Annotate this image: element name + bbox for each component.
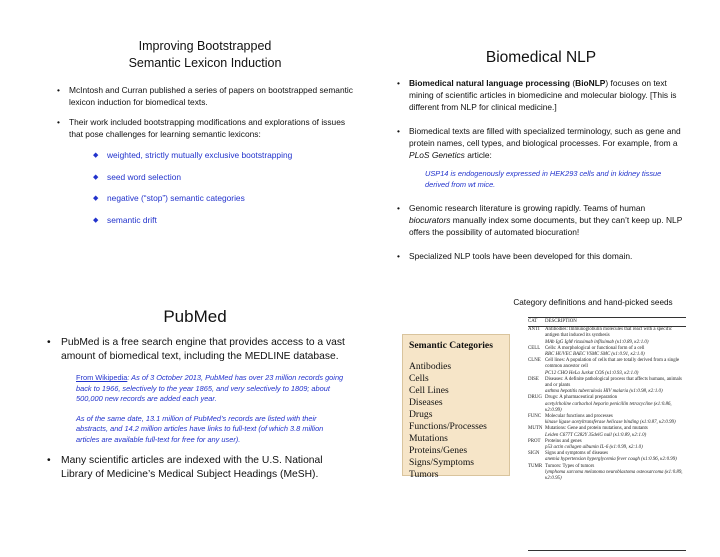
- semantic-categories-box: [402, 334, 510, 480]
- row-description: Signs and symptoms of diseases: [545, 451, 609, 457]
- slide1-title-line2: Semantic Lexicon Induction: [128, 56, 282, 70]
- row-category-code: FUNC: [528, 414, 542, 420]
- table-row: [528, 426, 686, 438]
- slide-category-definitions: [398, 298, 688, 548]
- slide3-title: PubMed: [163, 307, 227, 326]
- category-item: Functions/Processes: [409, 421, 487, 432]
- wikipedia-quote-text: : As of 3 October 2013, PubMed has over 23 million records going back to 1966, selectively to the year 1865, and very selectively to 1809; about 500,000 new records are added each year.: [76, 373, 344, 404]
- row-category-code: CELL: [528, 345, 541, 351]
- row-description: Antibodies: Immunoglobulin molecules that react with a specific antigen that induced its synthesis: [545, 327, 672, 339]
- row-seed-examples: kinase ligase acetyltransferase helicase binding (κ1:0.87, κ2:0.99): [545, 420, 676, 426]
- slide-bootstrapped-lexicon: [55, 38, 355, 235]
- category-definition-table: [528, 317, 686, 551]
- slide2-bullet-1: [395, 77, 687, 113]
- row-description-cell: [545, 346, 686, 358]
- row-description: Proteins and genes: [545, 438, 582, 444]
- slide2-bullet-3: [395, 202, 687, 238]
- row-description: Mutations: Gene and protein mutations, and mutants: [545, 426, 648, 432]
- slide1-subitem: ◆ semantic drift: [93, 215, 355, 227]
- row-seed-examples: asthma hepatitis tuberculosis HIV malaria (κ1:0.98, κ2:1.0): [545, 389, 663, 395]
- row-description-cell: [545, 377, 686, 396]
- plos-genetics: PLoS Genetics: [409, 150, 465, 160]
- row-seed-examples: RBC HUVEC BAEC VSMC SMC (κ1:0.91, κ2:1.0): [545, 352, 645, 358]
- category-item: Proteins/Genes: [409, 445, 468, 456]
- example-quote: USP14 is endogenously expressed in HEK293 cells and in kidney tissue derived from wt mice.: [425, 169, 662, 189]
- table-body: [528, 327, 686, 482]
- row-category-code: SIGN: [528, 451, 540, 457]
- row-category-code: ANTI: [528, 327, 540, 333]
- wikipedia-link[interactable]: From Wikipedia: [76, 373, 128, 383]
- paren-open: (: [570, 78, 576, 88]
- wikipedia-quote: [45, 373, 345, 405]
- slide-pubmed: [45, 306, 345, 491]
- row-category-code: TUMR: [528, 463, 543, 469]
- table-header-cat: CAT: [528, 319, 538, 324]
- row-category-code: CLNE: [528, 358, 541, 364]
- table-header: [528, 318, 686, 327]
- row-description: Drugs: A pharmaceutical preparation: [545, 395, 618, 401]
- slide1-subitem: ◆ seed word selection: [93, 172, 355, 184]
- table-row: [528, 358, 686, 377]
- slide2-bullet-3-a: Genomic research literature is growing rapidly. Teams of human: [409, 203, 646, 213]
- row-seed-examples: MAb IgG IgM rituximab infliximab (κ1:0.89, κ2:1.0): [545, 339, 649, 345]
- table-row: [528, 439, 686, 451]
- slide2-bullet-3-b: manually index some documents, but they can’t keep up. NLP offers the possibility of automated biocuration!: [409, 215, 683, 237]
- table-header-description: DESCRIPTION: [545, 319, 577, 324]
- table-row: [528, 451, 686, 463]
- row-description-cell: [545, 451, 686, 463]
- row-category-code: MUTN: [528, 426, 543, 432]
- row-seed-examples: Leiden C677T C282Y 35delG null (κ1:0.89, κ2:1.0): [545, 432, 647, 438]
- slide3-bullet-1: • PubMed is a free search engine that provides access to a vast amount of biomedical text, including the MEDLINE database.: [45, 336, 345, 363]
- slide3-bullet-2: • Many scientific articles are indexed with the U.S. National Library of Medicine’s Medical Subject Headings (MeSH).: [45, 454, 345, 481]
- row-description-cell: [545, 439, 686, 451]
- slide1-bullet-1: • McIntosh and Curran published a series of papers on bootstrapped semantic lexicon induction for biomedical texts.: [55, 85, 355, 108]
- table-row: [528, 346, 686, 358]
- row-description-cell: [545, 414, 686, 426]
- category-item: Antibodies: [409, 361, 452, 372]
- slide1-subitem: ◆ negative (“stop”) semantic categories: [93, 193, 355, 205]
- row-seed-examples: PC12 CHO HeLa Jurkat COS (κ1:0.93, κ2:1.0): [545, 370, 639, 376]
- row-description: Molecular functions and processes: [545, 414, 613, 420]
- table-row: [528, 414, 686, 426]
- table-row: [528, 377, 686, 396]
- slide1-bullet-2-text: Their work included bootstrapping modifications and explorations of issues that pose challenges for learning semantic lexicons:: [69, 117, 346, 139]
- slide2-bullet-2-end: article:: [464, 150, 492, 160]
- slide2-bullet-1-rest: ) focuses on text mining of scientific articles in biomedicine and molecular biology. [This is different from NLP for clinical medicine.]: [409, 78, 677, 112]
- slide2-bullets: [395, 77, 687, 262]
- row-description: Cells: A morphological or functional form of a cell: [545, 345, 645, 351]
- category-item: Cell Lines: [409, 385, 449, 396]
- slide2-title: Biomedical NLP: [485, 49, 597, 66]
- slide-biomedical-nlp: [395, 48, 687, 274]
- slide1-title-line1: Improving Bootstrapped: [138, 39, 272, 53]
- category-item: Drugs: [409, 409, 433, 420]
- table-row: [528, 327, 686, 346]
- row-description-cell: [545, 464, 686, 483]
- slide2-bullet-4: • Specialized NLP tools have been developed for this domain.: [395, 250, 687, 262]
- row-description-cell: [545, 358, 686, 377]
- row-seed-examples: p53 actin collagen albumin IL-6 (κ1:0.99, κ2:1.0): [545, 445, 643, 451]
- row-seed-examples: anemia hypertension hyperglycemia fever cough (κ1:0.96, κ2:0.99): [545, 457, 677, 463]
- row-description: Tumors: Types of tumors: [545, 463, 595, 469]
- slide1-bullet-2: [55, 117, 355, 226]
- slide3-bullets-2: [45, 454, 345, 481]
- row-seed-examples: acetylcholine carbachol heparin penicillin tetracycline (κ1:0.86, κ2:0.99): [545, 401, 672, 413]
- row-description-cell: [545, 426, 686, 438]
- row-description-cell: [545, 327, 686, 346]
- table-row: [528, 395, 686, 414]
- bionlp-abbrev: BioNLP: [575, 78, 606, 88]
- slide1-title: [55, 38, 355, 72]
- category-item: Tumors: [409, 469, 439, 480]
- biocurators-term: biocurators: [409, 215, 451, 225]
- semantic-categories-heading: Semantic Categories: [409, 340, 493, 351]
- slide2-bullet-2-text: Biomedical texts are filled with specialized terminology, such as gene and protein names, cell types, and biological processes. For example, from a: [409, 126, 681, 148]
- row-seed-examples: lymphoma sarcoma melanoma neuroblastoma osteosarcoma (κ1:0.89, κ2:0.95): [545, 469, 683, 482]
- category-item: Cells: [409, 373, 429, 384]
- row-description: Cell lines: A population of cells that are totally derived from a single common ancestor cell: [545, 358, 680, 370]
- row-category-code: PROT: [528, 438, 541, 444]
- slide1-subitem: ◆ weighted, strictly mutually exclusive bootstrapping: [93, 150, 355, 162]
- slide3-bullets: [45, 336, 345, 363]
- wikipedia-quote-2: As of the same date, 13.1 million of PubMed’s records are listed with their abstracts, and 14.2 million articles have links to full-text (of which 3.8 million articles are available full-text for free for any user).: [76, 413, 324, 444]
- slide1-bullets: [55, 85, 355, 226]
- slide4-caption: Category definitions and hand-picked seeds: [513, 298, 673, 307]
- row-description: Diseases: A definite pathological process that affects humans, animals and or plants: [545, 376, 682, 389]
- bionlp-term: Biomedical natural language processing: [409, 78, 571, 88]
- slide2-bullet-2: [395, 125, 687, 161]
- row-category-code: DRUG: [528, 395, 542, 401]
- category-item: Signs/Symptoms: [409, 457, 475, 468]
- row-category-code: DISE: [528, 376, 539, 382]
- category-item: Diseases: [409, 397, 443, 408]
- row-description-cell: [545, 395, 686, 414]
- table-row: [528, 464, 686, 483]
- category-item: Mutations: [409, 433, 448, 444]
